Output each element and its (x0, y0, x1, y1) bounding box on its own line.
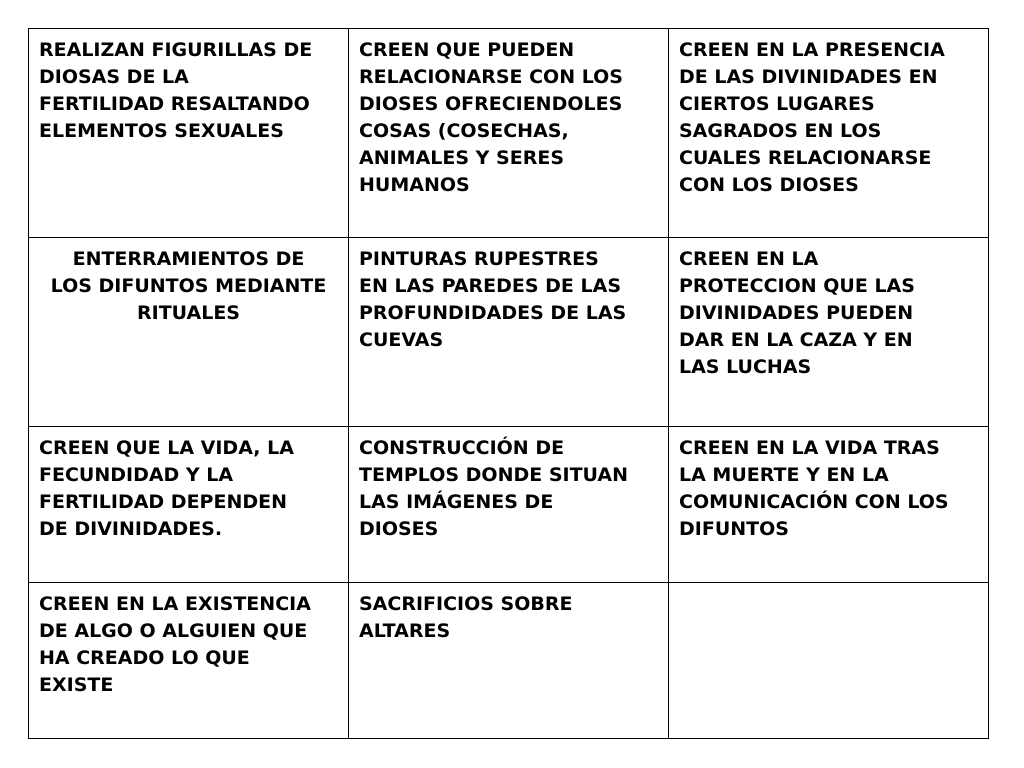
table-cell: CREEN QUE PUEDEN RELACIONARSE CON LOS DIOSES OFRECIENDOLES COSAS (COSECHAS, ANIMALES Y SERES HUMANOS (349, 29, 669, 238)
table-cell: CREEN EN LA VIDA TRAS LA MUERTE Y EN LA COMUNICACIÓN CON LOS DIFUNTOS (669, 427, 989, 583)
table-cell: CREEN EN LA PRESENCIA DE LAS DIVINIDADES EN CIERTOS LUGARES SAGRADOS EN LOS CUALES RELACIONARSE CON LOS DIOSES (669, 29, 989, 238)
beliefs-table (28, 28, 989, 739)
table-cell: CREEN EN LA EXISTENCIA DE ALGO O ALGUIEN QUE HA CREADO LO QUE EXISTE (29, 583, 349, 739)
table-cell: CONSTRUCCIÓN DE TEMPLOS DONDE SITUAN LAS IMÁGENES DE DIOSES (349, 427, 669, 583)
table-row (29, 238, 989, 427)
table-cell: PINTURAS RUPESTRES EN LAS PAREDES DE LAS PROFUNDIDADES DE LAS CUEVAS (349, 238, 669, 427)
table-row (29, 583, 989, 739)
table-cell: CREEN QUE LA VIDA, LA FECUNDIDAD Y LA FERTILIDAD DEPENDEN DE DIVINIDADES. (29, 427, 349, 583)
table-cell: SACRIFICIOS SOBRE ALTARES (349, 583, 669, 739)
table-cell: CREEN EN LA PROTECCION QUE LAS DIVINIDADES PUEDEN DAR EN LA CAZA Y EN LAS LUCHAS (669, 238, 989, 427)
table-row (29, 427, 989, 583)
table-cell: REALIZAN FIGURILLAS DE DIOSAS DE LA FERTILIDAD RESALTANDO ELEMENTOS SEXUALES (29, 29, 349, 238)
table-cell: ENTERRAMIENTOS DE LOS DIFUNTOS MEDIANTE RITUALES (29, 238, 349, 427)
table-row (29, 29, 989, 238)
empty-table-cell (669, 583, 989, 739)
